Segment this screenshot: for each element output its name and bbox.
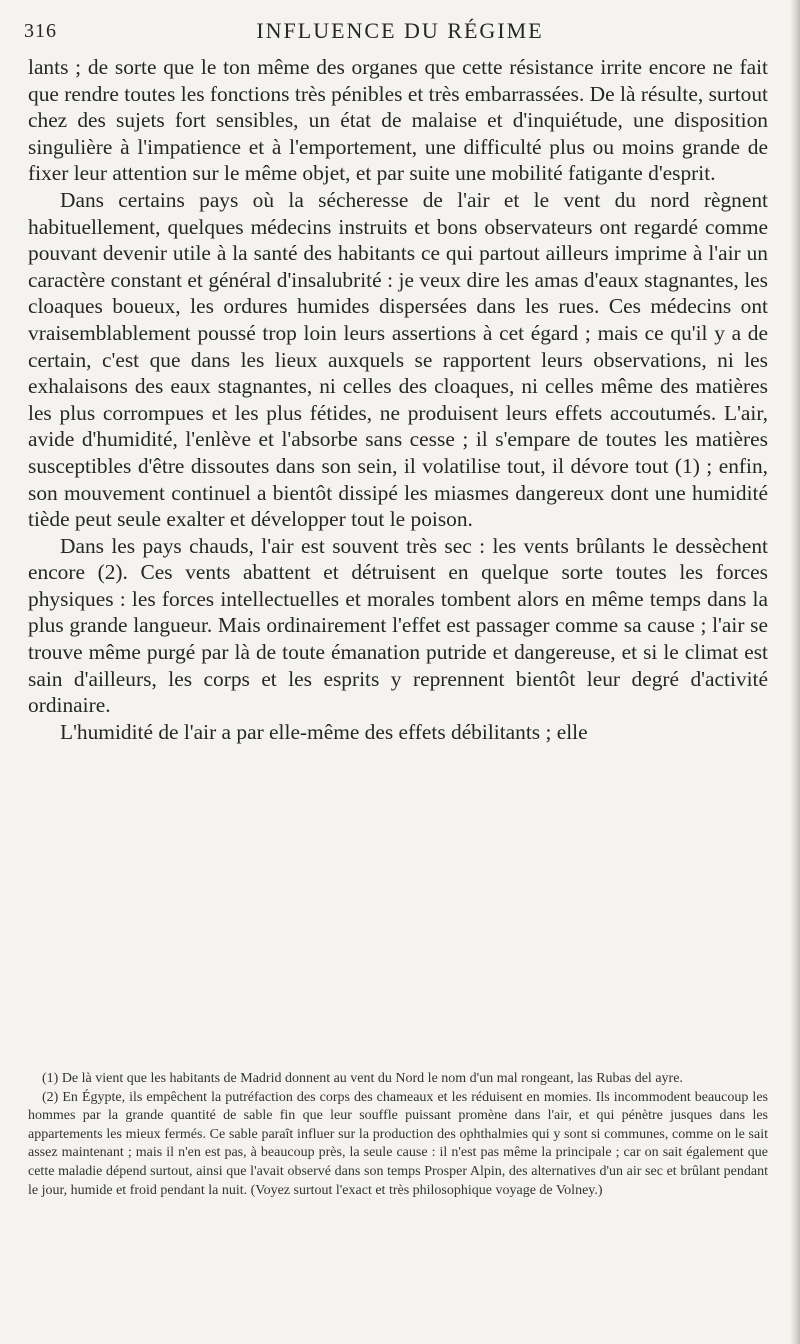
running-head: INFLUENCE DU RÉGIME [256,18,544,43]
page-number: 316 [24,20,57,42]
page-edge-shadow [790,0,800,1344]
footnotes [28,1070,768,1200]
page-header [24,6,776,50]
paragraph-1: lants ; de sorte que le ton même des organes que cette résistance irrite encore ne fait que rendre toutes les fonctions très pénibles et très embarrassées. De là résulte, surtout chez des sujets fort sensibles, un état de malaise et d'inquiétude, une disposition singulière à l'impatience et à l'emportement, une difficulté plus ou moins grande de fixer leur attention sur le même objet, et par suite une mobilité fatigante d'esprit. [28,55,768,186]
body-text [28,54,768,745]
footnote-1: (1) De là vient que les habitants de Madrid donnent au vent du Nord le nom d'un mal rongeant, las Rubas del ayre. [42,1071,683,1086]
paragraph-4: L'humidité de l'air a par elle-même des effets débilitants ; elle [60,719,588,744]
footnote-2: (2) En Égypte, ils empêchent la putréfaction des corps des chameaux et les réduisent en momies. Ils incommodent beaucoup les hommes par la grande quantité de sable fin que leur souffle puissant promène dans l'air, et qui pénètre jusques dans les appartements les mieux fermés. Ce sable paraît influer sur la production des ophthalmies qui y sont si communes, comme on le sait assez maintenant ; mais il n'en est pas, à beaucoup près, la seule cause : il n'est pas même la principale ; car on sait également que cette maladie dépend surtout, ainsi que l'avait observé dans son temps Prosper Alpin, des alternatives d'un air sec et brûlant pendant le jour, humide et froid pendant la nuit. (Voyez surtout l'exact et très philosophique voyage de Volney.) [28,1089,768,1198]
paragraph-3: Dans les pays chauds, l'air est souvent très sec : les vents brûlants le dessèchent encore (2). Ces vents abattent et détruisent en quelque sorte toutes les forces physiques : les forces intellectuelles et morales tombent alors en même temps dans la plus grande langueur. Mais ordinairement l'effet est passager comme sa cause ; l'air se trouve même purgé par là de toute émanation putride et dangereuse, et si le climat est sain d'ailleurs, les corps et les esprits y reprennent bientôt leur degré d'activité ordinaire. [28,533,768,718]
paragraph-2: Dans certains pays où la sécheresse de l'air et le vent du nord règnent habituellement, quelques médecins instruits et bons observateurs ont regardé comme pouvant devenir utile à la santé des habitants ce qui partout ailleurs imprime à l'air un caractère constant et général d'insalubrité : je veux dire les amas d'eaux stagnantes, les cloaques boueux, les ordures humides dispersées dans les rues. Ces médecins ont vraisemblablement poussé trop loin leurs assertions à cet égard ; mais ce qu'il y a de certain, c'est que dans les lieux auxquels se rapportent leurs observations, ni les exhalaisons des eaux stagnantes, ni celles des cloaques, ni celles même des matières les plus corrompues et les plus fétides, ne produisent leurs effets accoutumés. L'air, avide d'humidité, l'enlève et l'absorbe sans cesse ; il s'empare de toutes les matières susceptibles d'être dissoutes dans son sein, il volatilise tout, il dévore tout (1) ; enfin, son mouvement continuel a bientôt dissipé les miasmes dangereux dont une humidité tiède peut seule exalter et développer tout le poison. [28,187,768,532]
